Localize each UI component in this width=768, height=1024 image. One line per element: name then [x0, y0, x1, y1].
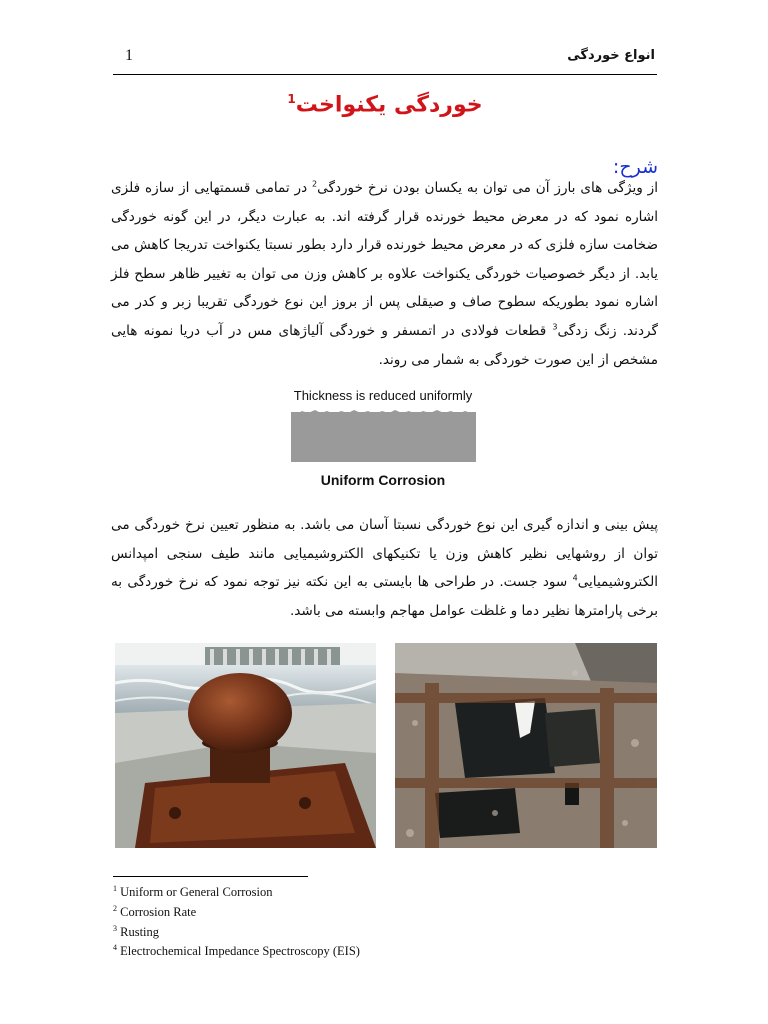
page-header — [113, 44, 657, 75]
rusted-bollard-photo — [115, 643, 376, 848]
paragraph-text: در تمامی قسمتهایی از سازه فلزی اشاره نمود که در معرض محیط خورنده قرار گرفته اند. به عبارت دیگر، در این گونه خوردگی ضخامت سازه فلزی که در معرض محیط خورنده قرار دارد بطور نسبتا یکنواخت تدریجا کاهش می یابد. از دیگر خصوصیات خوردگی یکنواخت علاوه بر کاهش وزن می توان به تغییر ظاهر سطح فلز اشاره نمود بطوریکه سطوح صاف و صیقلی پس از بروز این نوع خوردگی تقریبا زبر و کدر می گردند. زنگ زدگی — [111, 180, 658, 339]
footnote-item — [113, 901, 513, 921]
corroded-edge-shape — [291, 403, 476, 417]
corroded-deck-photo — [395, 643, 657, 848]
footnote-number: 4 — [113, 943, 117, 953]
footnote-text: Corrosion Rate — [120, 904, 197, 919]
paragraph-text: قطعات فولادی در اتمسفر و خوردگی آلیاژهای مس در آب دریا نمونه هایی مشخص از این صورت خوردگی به شمار می روند. — [111, 322, 658, 368]
document-title — [113, 92, 657, 117]
running-title: انواع خوردگی — [567, 48, 655, 63]
metal-thickness-band — [291, 412, 476, 462]
footnote-ref: 4 — [572, 573, 578, 583]
uniform-corrosion-figure — [285, 388, 481, 504]
footnote-item — [113, 940, 513, 960]
footnote-item — [113, 921, 513, 941]
footnote-number: 3 — [113, 923, 117, 933]
figure-caption-bottom: Uniform Corrosion — [320, 472, 446, 488]
footnote-separator — [113, 876, 308, 877]
paragraph-text: پیش بینی و اندازه گیری این نوع خوردگی نسبتا آسان می باشد. به منظور تعیین نرخ خوردگی می توان از روشهایی نظیر کاهش وزن یا تکنیکهای الکتروشیمیایی مانند طیف سنجی امپدانس الکتروشیمیایی — [111, 517, 658, 591]
footnote-number: 1 — [113, 884, 117, 893]
paragraph-text: از ویژگی های بارز آن می توان به یکسان بودن نرخ خوردگی — [317, 180, 659, 196]
footnote-number: 2 — [113, 903, 117, 913]
page-number: 1 — [125, 47, 133, 64]
section-heading: شرح: — [612, 156, 658, 178]
footnote-text: Rusting — [120, 924, 160, 939]
footnote-text: Uniform or General Corrosion — [120, 885, 273, 900]
footnotes — [113, 881, 513, 960]
paragraph-measurement — [111, 511, 658, 625]
title-footnote-ref: 1 — [287, 92, 296, 106]
footnote-item — [113, 881, 513, 901]
figure-caption-top: Thickness is reduced uniformly — [293, 388, 473, 403]
footnote-ref: 3 — [552, 322, 558, 332]
paragraph-text: سود جست. در طراحی ها بایستی به این نکته نیز توجه نمود که نرخ خوردگی به برخی پارامترها نظیر دما و غلظت عوامل مهاجم وابسته می باشد. — [111, 574, 658, 619]
document-title-text: خوردگی یکنواخت — [295, 92, 483, 118]
footnote-text: Electrochemical Impedance Spectroscopy (EIS) — [120, 944, 360, 959]
paragraph-description — [111, 174, 658, 374]
footnote-ref: 2 — [312, 179, 318, 189]
